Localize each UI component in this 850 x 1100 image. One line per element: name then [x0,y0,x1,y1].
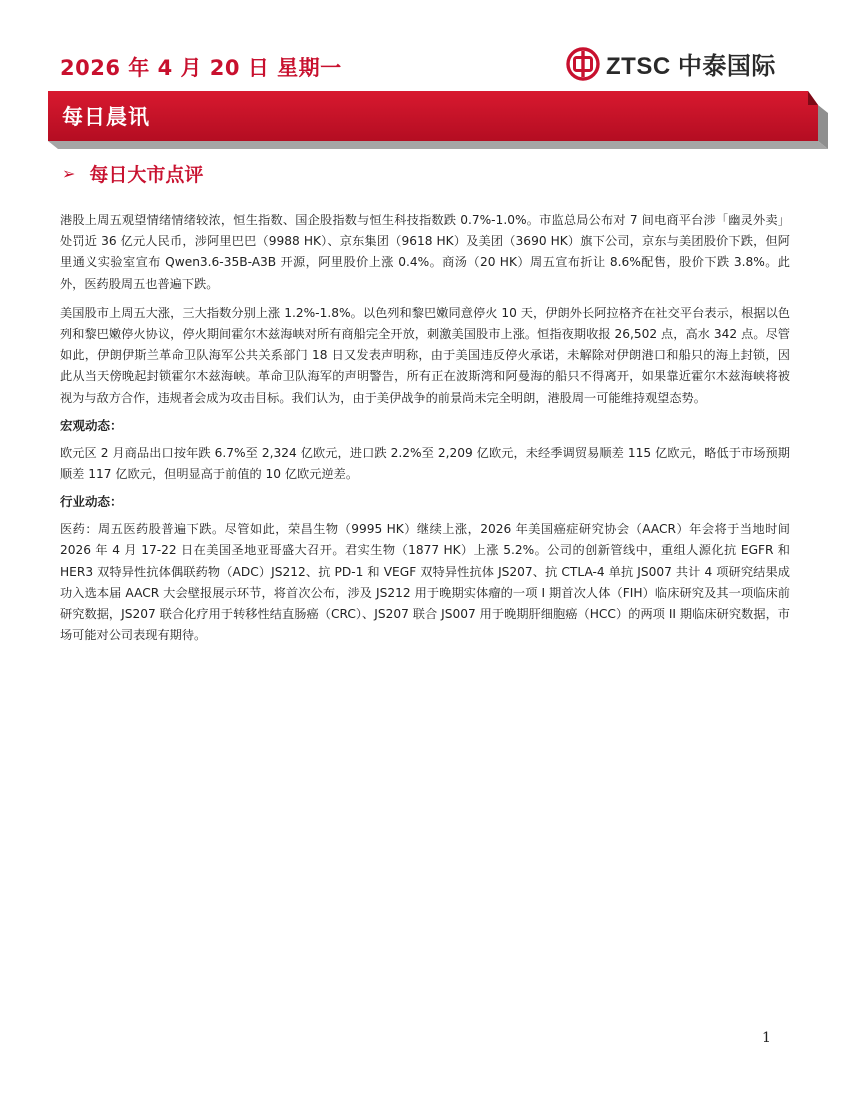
macro-heading: 宏观动态： [60,417,123,433]
company-logo [566,46,776,81]
ztsc-logo-icon [566,47,600,81]
hk-market-paragraph: 港股上周五观望情绪情绪较浓，恒生指数、国企股指数与恒生科技指数跌 0.7%-1.0%。市监总局公布对 7 间电商平台涉「幽灵外卖」处罚近 36 亿元人民币，涉阿里巴巴（9988 HK）、京东集团（9618 HK）及美团（3690 HK）旗下公司，京东与美团股价下跌，但阿里通义实验室宣布 Qwen3.6-35B-A3B 开源，阿里股价上涨 0.4%。商汤（20 HK）周五宣布折让 8.6%配售，股价下跌 3.8%。此外，医药股周五也普遍下跌。 [60,213,790,291]
industry-heading: 行业动态： [60,494,123,510]
report-date: 2026 年 4 月 20 日 星期一 [60,56,342,80]
title-banner [48,91,828,149]
page-number: 1 [762,1030,771,1046]
section-title: 每日大市点评 [89,164,204,186]
article-body [60,210,790,654]
section-heading [62,160,203,187]
us-market-paragraph: 美国股市上周五大涨，三大指数分别上涨 1.2%-1.8%。以色列和黎巴嫩同意停火 10 天，伊朗外长阿拉格齐在社交平台表示，根据以色列和黎巴嫩停火协议，停火期间霍尔木兹海峡对所有商船完全开放，刺激美国股市上涨。恒指夜期收报 26,502 点，高水 342 点。尽管如此，伊朗伊斯兰革命卫队海军公共关系部门 18 日又发表声明称，由于美国违反停火承诺，未解除对伊朗港口和船只的海上封锁，因此从当天傍晚起封锁霍尔木兹海峡。革命卫队海军的声明警告，所有正在波斯湾和阿曼海的船只不得离开，如果靠近霍尔木兹海峡将被视为与敌方合作，违规者会成为攻击目标。我们认为，由于美伊战争的前景尚未完全明朗，港股周一可能维持观望态势。 [60,305,790,405]
macro-paragraph: 欧元区 2 月商品出口按年跌 6.7%至 2,324 亿欧元，进口跌 2.2%至 2,209 亿欧元，未经季调贸易顺差 115 亿欧元，略低于市场预期顺差 117 亿欧元，但明显高于前值的 10 亿欧元逆差。 [60,445,790,482]
arrow-bullet-icon: ➢ [62,164,76,183]
industry-paragraph: 医药：周五医药股普遍下跌。尽管如此，荣昌生物（9995 HK）继续上涨，2026 年美国癌症研究协会（AACR）年会将于当地时间 2026 年 4 月 17-22 日在美国圣地亚哥盛大召开。君实生物（1877 HK）上涨 5.2%。公司的创新管线中，重组人源化抗 EGFR 和 HER3 双特异性抗体偶联药物（ADC）JS212、抗 PD-1 和 VEGF 双特异性抗体 JS207、抗 CTLA-4 单抗 JS007 共计 4 项研究结果成功入选本届 AACR 大会壁报展示环节，将首次公布，涉及 JS212 用于晚期实体瘤的一项 I 期首次人体（FIH）临床研究及其一项临床前研究数据，JS207 联合化疗用于转移性结直肠癌（CRC）、JS207 联合 JS007 用于晚期肝细胞癌（HCC）的两项 II 期临床研究数据，市场可能对公司表现有期待。 [60,522,790,643]
logo-text: ZTSC 中泰国际 [606,53,776,80]
banner-title: 每日晨讯 [62,105,150,129]
